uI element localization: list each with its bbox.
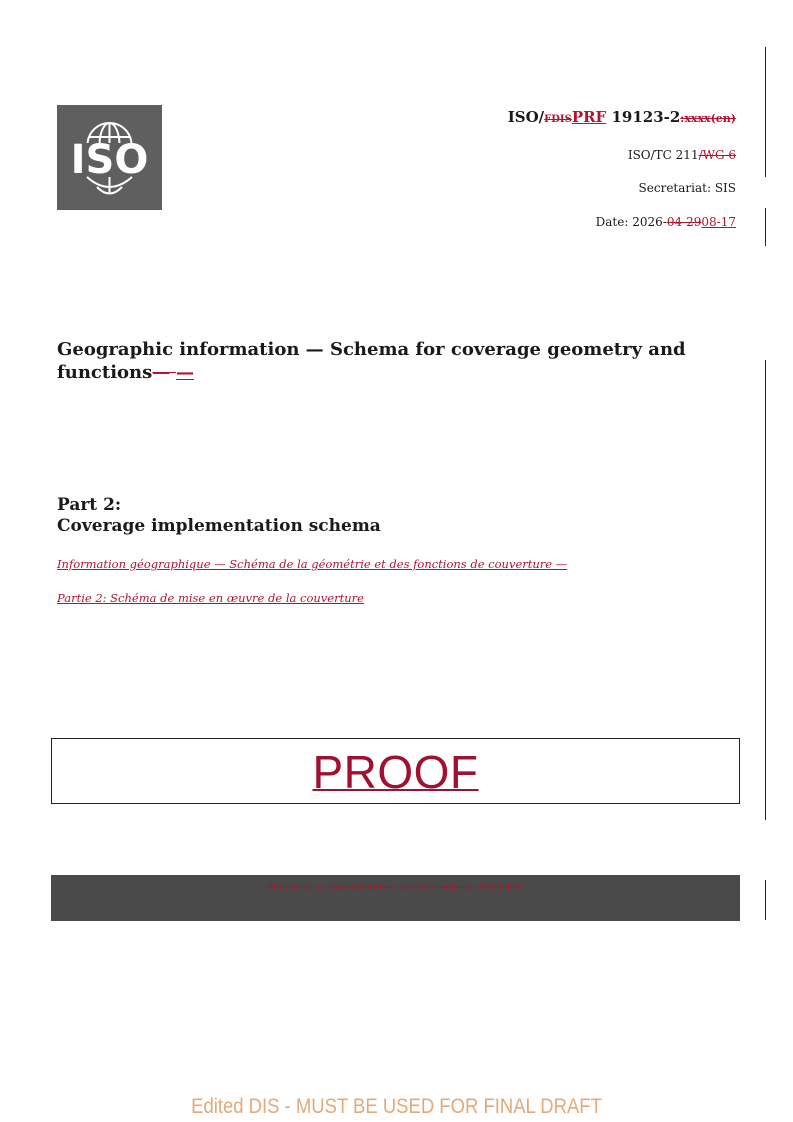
globe-icon [57, 105, 162, 210]
french-title: Information géographique — Schéma de la géométrie et des fonctions de couverture — [57, 557, 568, 571]
secretariat: Secretariat: SIS [638, 181, 736, 195]
draft-watermark: Edited DIS - MUST BE USED FOR FINAL DRAFT [191, 1095, 602, 1118]
vote-banner [51, 875, 740, 921]
iso-logo-text: ISO [70, 137, 149, 183]
change-bar [765, 208, 766, 246]
change-bar [765, 880, 766, 920]
date-inserted: 08-17 [701, 215, 736, 229]
vote-banner-text: This draft is submitted to a parallel vote in ISO, CEN. [266, 882, 525, 893]
date-deleted: 04-29 [666, 215, 702, 229]
date-prefix: Date: 2026- [595, 215, 667, 229]
committee-deleted: /WG 6 [698, 148, 736, 162]
technical-committee [628, 148, 736, 162]
document-date [596, 215, 736, 229]
french-part-title: Partie 2: Schéma de mise en œuvre de la couverture [57, 591, 364, 605]
title-deleted-dash: — [152, 362, 176, 383]
deleted-suffix: :xxxx(en) [680, 112, 736, 125]
title-inserted-dash: — [176, 362, 194, 383]
inserted-stage: PRF [571, 108, 607, 126]
iso-logo [57, 105, 162, 210]
document-reference [508, 108, 736, 126]
deleted-stage: FDIS [544, 114, 572, 125]
committee-text: ISO/TC 211 [627, 148, 699, 162]
proof-box [51, 738, 740, 804]
change-bar [765, 47, 766, 177]
title-main: Geographic information — Schema for coverage geometry and functions [57, 339, 686, 383]
document-title [57, 338, 717, 384]
part-title [57, 495, 717, 537]
proof-label: PROOF [312, 746, 479, 798]
docref-number: 19123-2 [606, 108, 681, 126]
docref-prefix: ISO/ [507, 108, 545, 126]
part-number: Part 2: [57, 495, 122, 515]
part-name: Coverage implementation schema [57, 516, 381, 536]
change-bar [765, 360, 766, 820]
